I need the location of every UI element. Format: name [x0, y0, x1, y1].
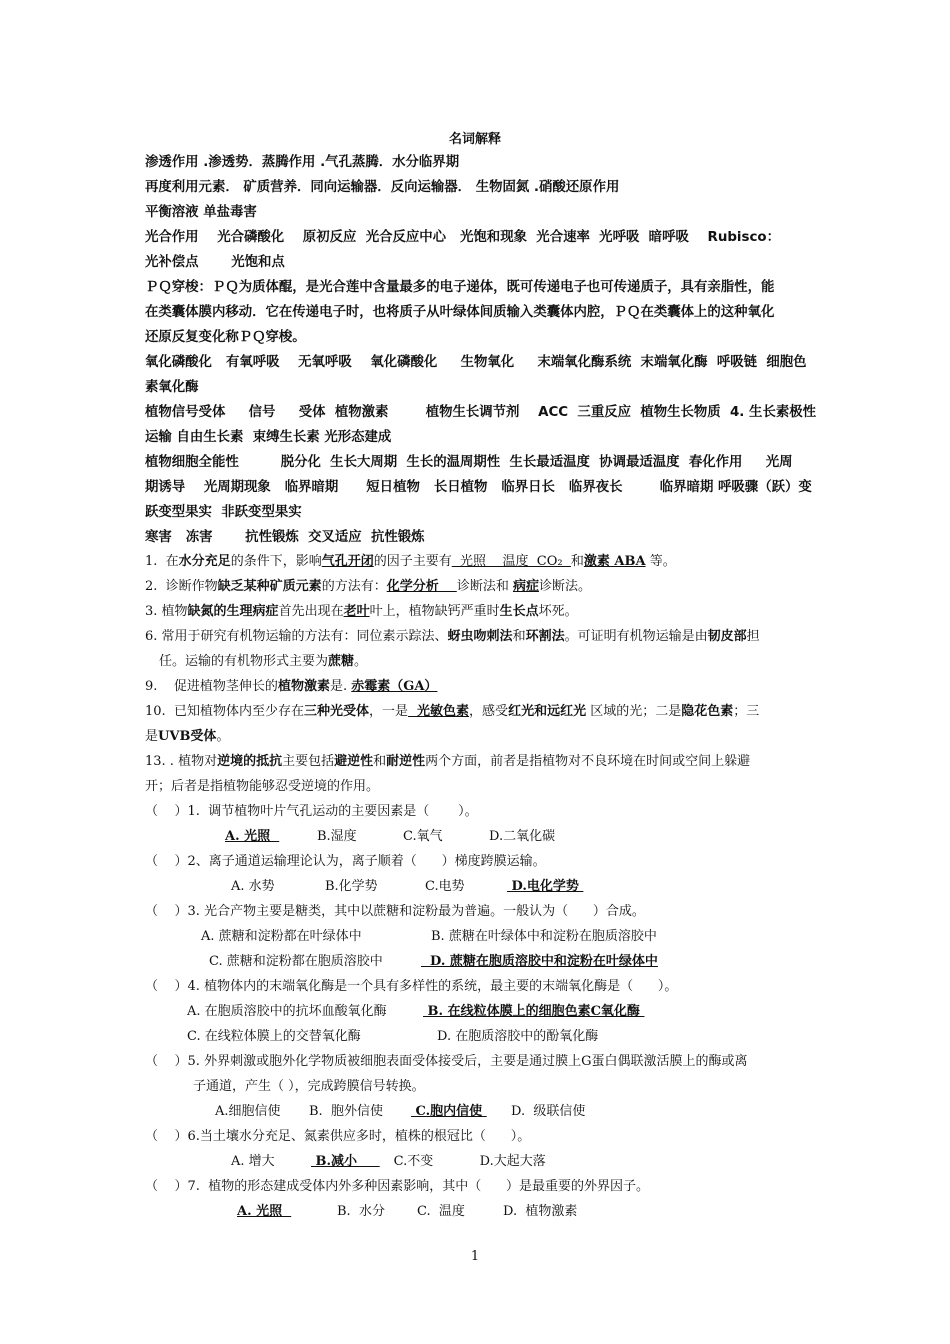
page-number: 1: [470, 1249, 480, 1264]
choice-option: C. 温度: [417, 1204, 465, 1219]
choice-option: A. 光照: [237, 1204, 292, 1219]
choice-option: D. 蔗糖在胞质溶胶中和淀粉在叶绿体中: [421, 954, 658, 969]
choice-options: [145, 1199, 825, 1224]
fill-question-3: 3. 植物缺氮的生理病症首先出现在老叶叶上，植物缺钙严重时生长点坏死。: [145, 604, 578, 619]
choice-question-4: （ ）4. 植物体内的末端氧化酶是一个具有多样性的系统，最主要的末端氧化酶是（ ）。: [145, 979, 678, 994]
page-title: 名词解释: [448, 132, 501, 147]
choice-option: A.细胞信使: [215, 1104, 281, 1119]
term-line: 植物信号受体 信号 受体 植物激素 植物生长调节剂 ACC 三重反应 植物生长物质 4. 生长素极性: [145, 405, 816, 420]
choice-option: C. 在线粒体膜上的交替氧化酶: [187, 1029, 361, 1044]
choice-question-3: （ ）3. 光合产物主要是糖类，其中以蔗糖和淀粉最为普遍。一般认为（ ）合成。: [145, 904, 645, 919]
choice-options: [145, 1099, 825, 1124]
question-list: [145, 549, 825, 1224]
choice-option: D.电化学势: [507, 879, 584, 894]
choice-options: [145, 924, 825, 949]
fill-question-10: 10. 已知植物体内至少存在三种光受体，一是 光敏色素，感受红光和远红光 区域的光；二是隐花色素；三: [145, 704, 760, 719]
fill-question-6: 6. 常用于研究有机物运输的方法有：同位素示踪法、蚜虫吻刺法和环割法。可证明有机物运输是由韧皮部担: [145, 629, 760, 644]
choice-options: [145, 1024, 825, 1049]
choice-option: A. 增大: [231, 1154, 275, 1169]
choice-option: C.氧气: [403, 829, 443, 844]
choice-question-6: （ ）6.当土壤水分充足、氮素供应多时，植株的根冠比（ ）。: [145, 1129, 531, 1144]
fill-question-1: 1. 在水分充足的条件下，影响气孔开闭的因子主要有 光照 温度 CO₂ 和激素 ABA 等。: [145, 554, 676, 569]
term-line: 跃变型果实 非跃变型果实: [145, 505, 302, 520]
term-line: 平衡溶液 单盐毒害: [145, 205, 257, 220]
fill-question-13-line2: 开；后者是指植物能够忍受逆境的作用。: [145, 779, 380, 794]
fill-question-2: 2. 诊断作物缺乏某种矿质元素的方法有：化学分析 诊断法和 病症诊断法。: [145, 579, 591, 594]
choice-question-5-line2: 子通道，产生（ ），完成跨膜信号转换。: [193, 1079, 425, 1094]
choice-option: B. 胞外信使: [309, 1104, 383, 1119]
term-line: 运输 自由生长素 束缚生长素 光形态建成: [145, 430, 392, 445]
choice-question-5: （ ）5. 外界刺激或胞外化学物质被细胞表面受体接受后，主要是通过膜上G蛋白偶联激活膜上的酶或离: [145, 1054, 748, 1069]
term-line: 渗透作用 .渗透势．蒸腾作用 .气孔蒸腾．水分临界期: [145, 155, 460, 170]
term-line: 再度利用元素． 矿质营养．同向运输器．反向运输器． 生物固氮 .硝酸还原作用: [145, 180, 620, 195]
choice-option: A. 光照: [225, 829, 280, 844]
choice-options: [145, 1149, 825, 1174]
choice-question-7: （ ）7. 植物的形态建成受体内外多种因素影响，其中（ ）是最重要的外界因子。: [145, 1179, 649, 1194]
choice-option: A. 在胞质溶胶中的抗坏血酸氧化酶: [187, 1004, 387, 1019]
fill-question-10-line2: 是UVB受体。: [145, 729, 230, 744]
choice-option: C.胞内信使: [411, 1104, 487, 1119]
choice-question-2: （ ）2、离子通道运输理论认为，离子顺着（ ）梯度跨膜运输。: [145, 854, 546, 869]
choice-option: B.减小: [311, 1154, 380, 1169]
choice-option: C. 蔗糖和淀粉都在胞质溶胶中: [209, 954, 383, 969]
term-line: 素氧化酶: [145, 380, 199, 395]
term-line: 氧化磷酸化 有氧呼吸 无氧呼吸 氧化磷酸化 生物氧化 末端氧化酶系统 末端氧化酶 呼吸链 细胞色: [145, 355, 807, 370]
choice-option: D.二氧化碳: [489, 829, 556, 844]
choice-option: D. 级联信使: [511, 1104, 586, 1119]
choice-options: [145, 949, 825, 974]
term-list: [145, 150, 825, 550]
choice-option: B.化学势: [325, 879, 378, 894]
term-line: ＰＱ穿梭：ＰＱ为质体醌，是光合莲中含量最多的电子递体，既可传递电子也可传递质子，具有亲脂性，能: [145, 280, 775, 295]
choice-option: B. 水分: [337, 1204, 385, 1219]
choice-option: A. 水势: [231, 879, 275, 894]
choice-question-1: （ ）1. 调节植物叶片气孔运动的主要因素是（ ）。: [145, 804, 478, 819]
term-line: 光合作用 光合磷酸化 原初反应 光合反应中心 光饱和现象 光合速率 光呼吸 暗呼吸 Rubisco：: [145, 230, 781, 245]
term-line: 在类囊体膜内移动．它在传递电子时，也将质子从叶绿体间质输入类囊体内腔，ＰＱ在类囊体上的这种氧化: [145, 305, 775, 320]
choice-option: B.湿度: [317, 829, 357, 844]
choice-option: D. 在胞质溶胶中的酚氧化酶: [437, 1029, 599, 1044]
term-line: 还原反复变化称ＰＱ穿梭。: [145, 330, 306, 345]
fill-question-9: 9. 促进植物茎伸长的植物激素是. 赤霉素（GA）: [145, 679, 438, 694]
choice-options: [145, 999, 825, 1024]
fill-question-6-line2: 任。运输的有机物形式主要为蔗糖。: [159, 654, 368, 669]
term-line: 植物细胞全能性 脱分化 生长大周期 生长的温周期性 生长最适温度 协调最适温度 春化作用 光周: [145, 455, 793, 470]
term-line: 寒害 冻害 抗性锻炼 交叉适应 抗性锻炼: [145, 530, 425, 545]
choice-option: C.不变: [393, 1154, 434, 1169]
term-line: 光补偿点 光饱和点: [145, 255, 285, 270]
choice-option: A. 蔗糖和淀粉都在叶绿体中: [201, 929, 362, 944]
choice-option: B. 在线粒体膜上的细胞色素C氧化酶: [423, 1004, 645, 1019]
choice-option: D.大起大落: [479, 1154, 546, 1169]
fill-question-13: 13. . 植物对逆境的抵抗主要包括避逆性和耐逆性两个方面，前者是指植物对不良环境在时间或空间上躲避: [145, 754, 751, 769]
term-line: 期诱导 光周期现象 临界暗期 短日植物 长日植物 临界日长 临界夜长 临界暗期 呼吸骤（跃）变: [145, 480, 812, 495]
choice-option: C.电势: [425, 879, 465, 894]
choice-option: D. 植物激素: [503, 1204, 578, 1219]
choice-options: [145, 824, 825, 849]
choice-option: B. 蔗糖在叶绿体中和淀粉在胞质溶胶中: [431, 929, 657, 944]
choice-options: [145, 874, 825, 899]
